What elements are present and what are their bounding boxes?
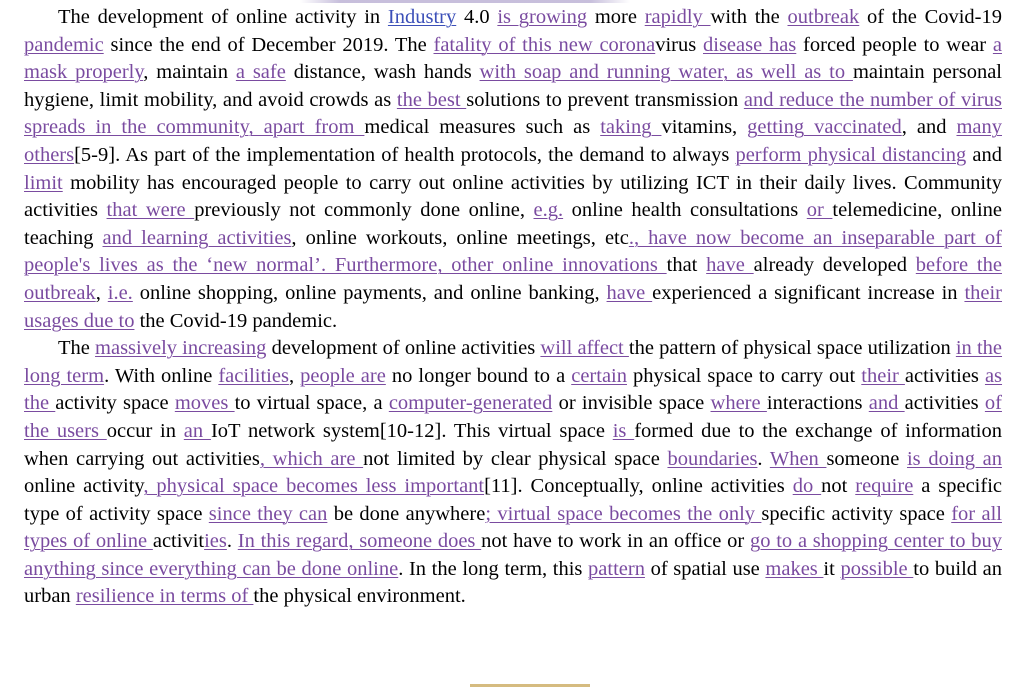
tracked-edit-run: as the xyxy=(24,364,1003,415)
tracked-edit-run: possible xyxy=(840,557,914,580)
text-run: specific activity space xyxy=(761,502,952,525)
text-run: to virtual space, a xyxy=(234,392,389,415)
text-run: mobility has encouraged people to carry out online activities by utilizing ICT in their daily lives. Community activities xyxy=(24,171,1002,222)
text-run: formed due to the exchange of information when carrying out activities xyxy=(24,419,1002,470)
tracked-edit-run: their xyxy=(861,364,905,387)
tracked-edit-run: certain xyxy=(571,364,627,387)
tracked-edit-run: an xyxy=(183,419,211,442)
text-run: already developed xyxy=(753,254,916,277)
text-run: activities xyxy=(904,392,985,415)
top-clipped-line-artifact xyxy=(300,0,630,3)
tracked-edit-run: rapidly xyxy=(644,6,711,28)
text-run: [5-9]. As part of the implementation of health protocols, the demand to always xyxy=(74,143,736,166)
text-run: and xyxy=(966,143,1002,166)
text-run: to build an xyxy=(913,557,1002,580)
tracked-edit-run: is growing xyxy=(497,6,588,28)
text-run: previously not commonly done online, xyxy=(194,199,534,222)
text-run: The xyxy=(58,337,96,360)
tracked-edit-run: go to a shopping center to buy anything since everything can be done online xyxy=(24,530,1002,580)
tracked-edit-run: or xyxy=(806,199,833,222)
text-run: telemedicine, online teaching xyxy=(24,199,1003,249)
tracked-edit-run: have xyxy=(706,254,754,277)
tracked-edit-run: fatality of this new corona xyxy=(433,33,656,56)
text-run: a specific type of activity space xyxy=(24,475,1002,525)
text-run: urban xyxy=(24,585,76,608)
tracked-edit-run: have xyxy=(606,281,653,304)
tracked-edit-run: is doing an xyxy=(906,447,1003,470)
text-run: , xyxy=(95,281,108,304)
text-run: activit xyxy=(152,530,205,553)
text-run: interactions xyxy=(766,392,869,415)
tracked-edit-run: of the users xyxy=(24,392,1002,442)
tracked-edit-run: , physical space becomes less important xyxy=(143,475,485,498)
text-run: forced people to wear xyxy=(796,33,993,56)
tracked-edit-run: in the long term xyxy=(24,337,1003,387)
tracked-edit-run: resilience in terms of xyxy=(75,585,254,608)
tracked-edit-run: massively increasing xyxy=(95,337,267,360)
tracked-edit-run: pandemic xyxy=(24,33,104,56)
text-run: . In the long term, this xyxy=(398,557,589,580)
tracked-edit-run: moves xyxy=(174,392,235,415)
tracked-edit-run: their usages due to xyxy=(24,281,1003,332)
tracked-edit-run: When xyxy=(769,447,827,470)
text-run: online activity xyxy=(24,475,144,498)
tracked-edit-run: people are xyxy=(300,364,386,387)
text-run: activity space xyxy=(55,392,175,415)
text-run: physical space to carry out xyxy=(626,364,862,387)
text-run: , online workouts, online meetings, etc xyxy=(291,226,629,249)
text-run: no longer bound to a xyxy=(385,364,572,387)
text-run: 4.0 xyxy=(456,6,498,28)
text-run: maintain personal hygiene, limit mobility, and avoid crowds as xyxy=(24,61,1002,111)
text-run: be done anywhere xyxy=(327,502,486,525)
text-run: vitamins, xyxy=(661,116,748,139)
text-run: since the end of December 2019. The xyxy=(103,33,434,56)
tracked-edit-run: where xyxy=(710,392,767,415)
tracked-edit-run: outbreak xyxy=(787,6,860,28)
text-run: , maintain xyxy=(143,61,236,84)
tracked-edit-run: ., have now become an inseparable part of people's lives as the ‘new normal’. Furthermore, other online innovations xyxy=(24,226,1002,277)
text-run: it xyxy=(823,557,841,580)
text-run: IoT network system[10-12]. This virtual space xyxy=(210,419,613,442)
text-run: experienced a significant increase in xyxy=(652,281,965,304)
tracked-edit-run: pattern xyxy=(588,557,645,580)
text-run: online shopping, online payments, and online banking, xyxy=(132,281,607,304)
tracked-edit-run: ; virtual space becomes the only xyxy=(485,502,762,525)
text-run: The development of online activity in xyxy=(58,6,388,28)
tracked-edit-run: e.g. xyxy=(533,199,564,222)
text-run: the Covid-19 pandemic. xyxy=(134,309,338,332)
text-run: solutions to prevent transmission xyxy=(466,88,744,111)
text-run: with the xyxy=(710,6,788,28)
text-run: or invisible space xyxy=(552,392,711,415)
tracked-edit-run: disease has xyxy=(703,33,797,56)
paragraph-1 xyxy=(24,4,1002,335)
tracked-edit-run: boundaries xyxy=(667,447,758,470)
text-run: development of online activities xyxy=(266,337,541,360)
tracked-edit-run: will affect xyxy=(540,337,629,360)
tracked-edit-run: with soap and running water, as well as to xyxy=(479,61,853,84)
text-run: . xyxy=(226,530,238,553)
text-run: of spatial use xyxy=(644,557,766,580)
text-run: someone xyxy=(826,447,907,470)
tracked-edit-run: for all types of online xyxy=(24,502,1002,553)
text-run: activities xyxy=(904,364,985,387)
tracked-edit-run: makes xyxy=(765,557,824,580)
tracked-edit-run: computer-generated xyxy=(388,392,553,415)
text-run: not limited by clear physical space xyxy=(363,447,668,470)
tracked-edit-run: ies xyxy=(204,530,227,553)
tracked-edit-run: i.e. xyxy=(107,281,133,304)
tracked-edit-run: and xyxy=(868,392,905,415)
text-run: not have to work in an office or xyxy=(481,530,750,553)
text-run: the physical environment. xyxy=(253,585,466,608)
tracked-edit-run: do xyxy=(792,475,822,498)
tracked-edit-run: getting vaccinated xyxy=(747,116,902,139)
text-run: of the Covid-19 xyxy=(859,6,1003,28)
tracked-edit-run: taking xyxy=(600,116,662,139)
tracked-edit-run: before the outbreak xyxy=(24,254,1002,304)
text-run: that xyxy=(666,254,707,277)
text-run: virus xyxy=(655,33,703,56)
text-run: the pattern of physical space utilization xyxy=(628,337,956,360)
text-run: online health consultations xyxy=(563,199,807,222)
tracked-edit-run: , which are xyxy=(259,447,364,470)
text-run: . With online xyxy=(104,364,219,387)
paragraph-2 xyxy=(24,335,1002,611)
tracked-edit-run: that were xyxy=(106,199,195,222)
text-run: occur in xyxy=(106,419,184,442)
tracked-edit-run: perform physical distancing xyxy=(735,143,967,166)
tracked-edit-run: limit xyxy=(24,171,63,194)
tracked-edit-run: a safe xyxy=(235,61,286,84)
tracked-edit-run: require xyxy=(855,475,914,498)
tracked-edit-run: many others xyxy=(24,116,1003,166)
tracked-edit-run: is xyxy=(612,419,635,442)
text-run: not xyxy=(821,475,856,498)
tracked-edit-run: the best xyxy=(396,88,467,111)
text-run: more xyxy=(587,6,645,28)
text-run: distance, wash hands xyxy=(285,61,480,84)
text-run: , xyxy=(288,364,301,387)
tracked-edit-run: Industry xyxy=(387,6,457,28)
tracked-edit-run: since they can xyxy=(208,502,328,525)
text-run: . xyxy=(757,447,770,470)
text-run: medical measures such as xyxy=(364,116,601,139)
tracked-edit-run: and learning activities xyxy=(102,226,292,249)
text-run: , and xyxy=(901,116,957,139)
tracked-edit-run: a mask properly xyxy=(24,33,1002,84)
text-run: [11]. Conceptually, online activities xyxy=(484,475,793,498)
tracked-edit-run: and reduce the number of virus spreads in the community, apart from xyxy=(24,88,1002,139)
tracked-edit-run: In this regard, someone does xyxy=(237,530,482,553)
tracked-edit-run: facilities xyxy=(218,364,289,387)
